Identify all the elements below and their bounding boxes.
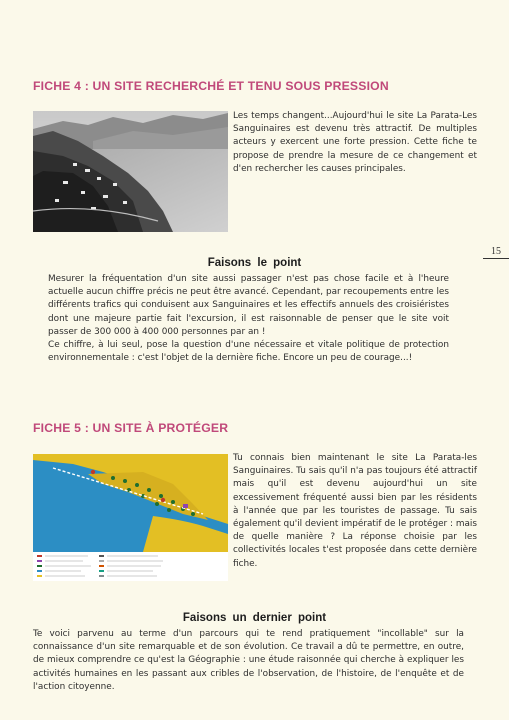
page-number: 15: [483, 245, 509, 259]
fiche4-paragraph: Les temps changent...Aujourd'hui le site La Parata-Les Sanguinaires est devenu très attractif. De multiples acteurs y exercent une forte pression. Cette fiche te propose de prendre la mesure de ce changement et d'en rechercher les causes principales.: [233, 111, 477, 174]
point1-paragraph2: Ce chiffre, à lui seul, pose la question d'une nécessaire et vitale politique de protection environnementale : c'est l'objet de la dernière fiche. Encore un peu de courage...!: [48, 340, 449, 364]
fiche5-title: FICHE 5 : UN SITE À PROTÉGER: [33, 421, 229, 435]
point2-paragraph: Te voici parvenu au terme d'un parcours qui te rend pratiquement "incollable" sur la connaissance d'un site remarquable et de son évolution. Ce travail a dû te permettre, en outre, de mieux comprendre ce qu'est la Géographie : une étude raisonnée qui cherche à expliquer les activités humaines en les passant aux cribles de l'observation, de l'histoire, de l'enquête et de l'action citoyenne.: [33, 629, 464, 692]
coastline-photo: [33, 111, 228, 232]
site-map: [33, 454, 228, 581]
point1-paragraph1: Mesurer la fréquentation d'un site aussi passager n'est pas chose facile et à l'heure actuelle aucun chiffre précis ne peut être avancé. Cependant, par recoupements entre les différents trafics qui conduisent aux Sanguinaires et les effectifs annuels des croisiéristes dont une majeure partie fait l'excursion, il est raisonnable de penser que le site voit passer de 300 000 à 400 000 personnes par an !: [48, 274, 449, 337]
fiche4-title: FICHE 4 : UN SITE RECHERCHÉ ET TENU SOUS PRESSION: [33, 79, 389, 93]
point1-title: Faisons le point: [207, 257, 302, 269]
point1-body: [48, 273, 449, 365]
point2-title: Faisons un dernier point: [182, 612, 327, 624]
fiche5-paragraph: Tu connais bien maintenant le site La Parata-les Sanguinaires. Tu sais qu'il n'a pas toujours été attractif mais qu'il est devenu aujourd'hui un site excessivement fréquenté aussi bien par les résidents à l'année que par les touristes de passage. Tu sais également qu'il devient impératif de le protéger : mais de quelle manière ? La réponse choisie par les collectivités locales t'est proposée dans cette dernière fiche.: [233, 453, 477, 569]
